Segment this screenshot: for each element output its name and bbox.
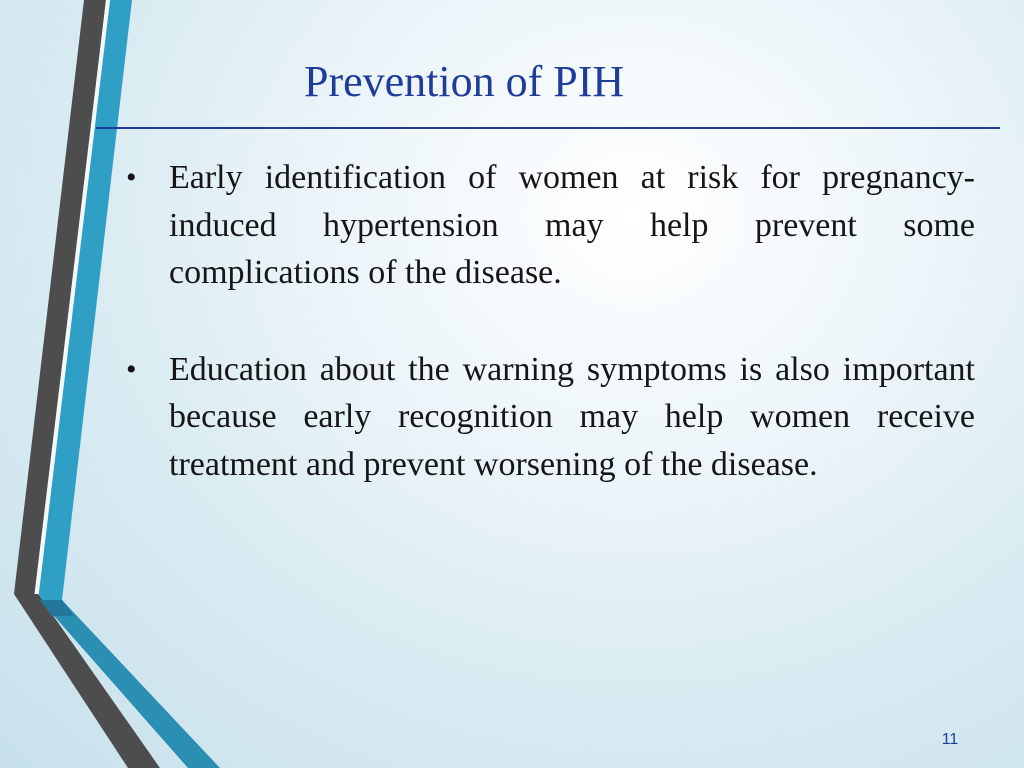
page-number: 11 bbox=[941, 731, 959, 748]
bullet-list bbox=[120, 154, 975, 488]
slide-title: Prevention of PIH bbox=[304, 57, 625, 106]
title-underline bbox=[96, 127, 1000, 129]
bullet-item bbox=[120, 154, 975, 297]
bullet-text: Early identification of women at risk for pregnancy-induced hypertension may help prevent some complications of the disease. bbox=[169, 159, 975, 291]
bullet-item bbox=[120, 346, 975, 489]
bullet-icon: • bbox=[126, 161, 137, 194]
bullet-icon: • bbox=[126, 352, 137, 386]
bullet-text: Education about the warning symptoms is also important because early recognition may help women receive treatment and prevent worsening of the disease. bbox=[169, 350, 975, 483]
